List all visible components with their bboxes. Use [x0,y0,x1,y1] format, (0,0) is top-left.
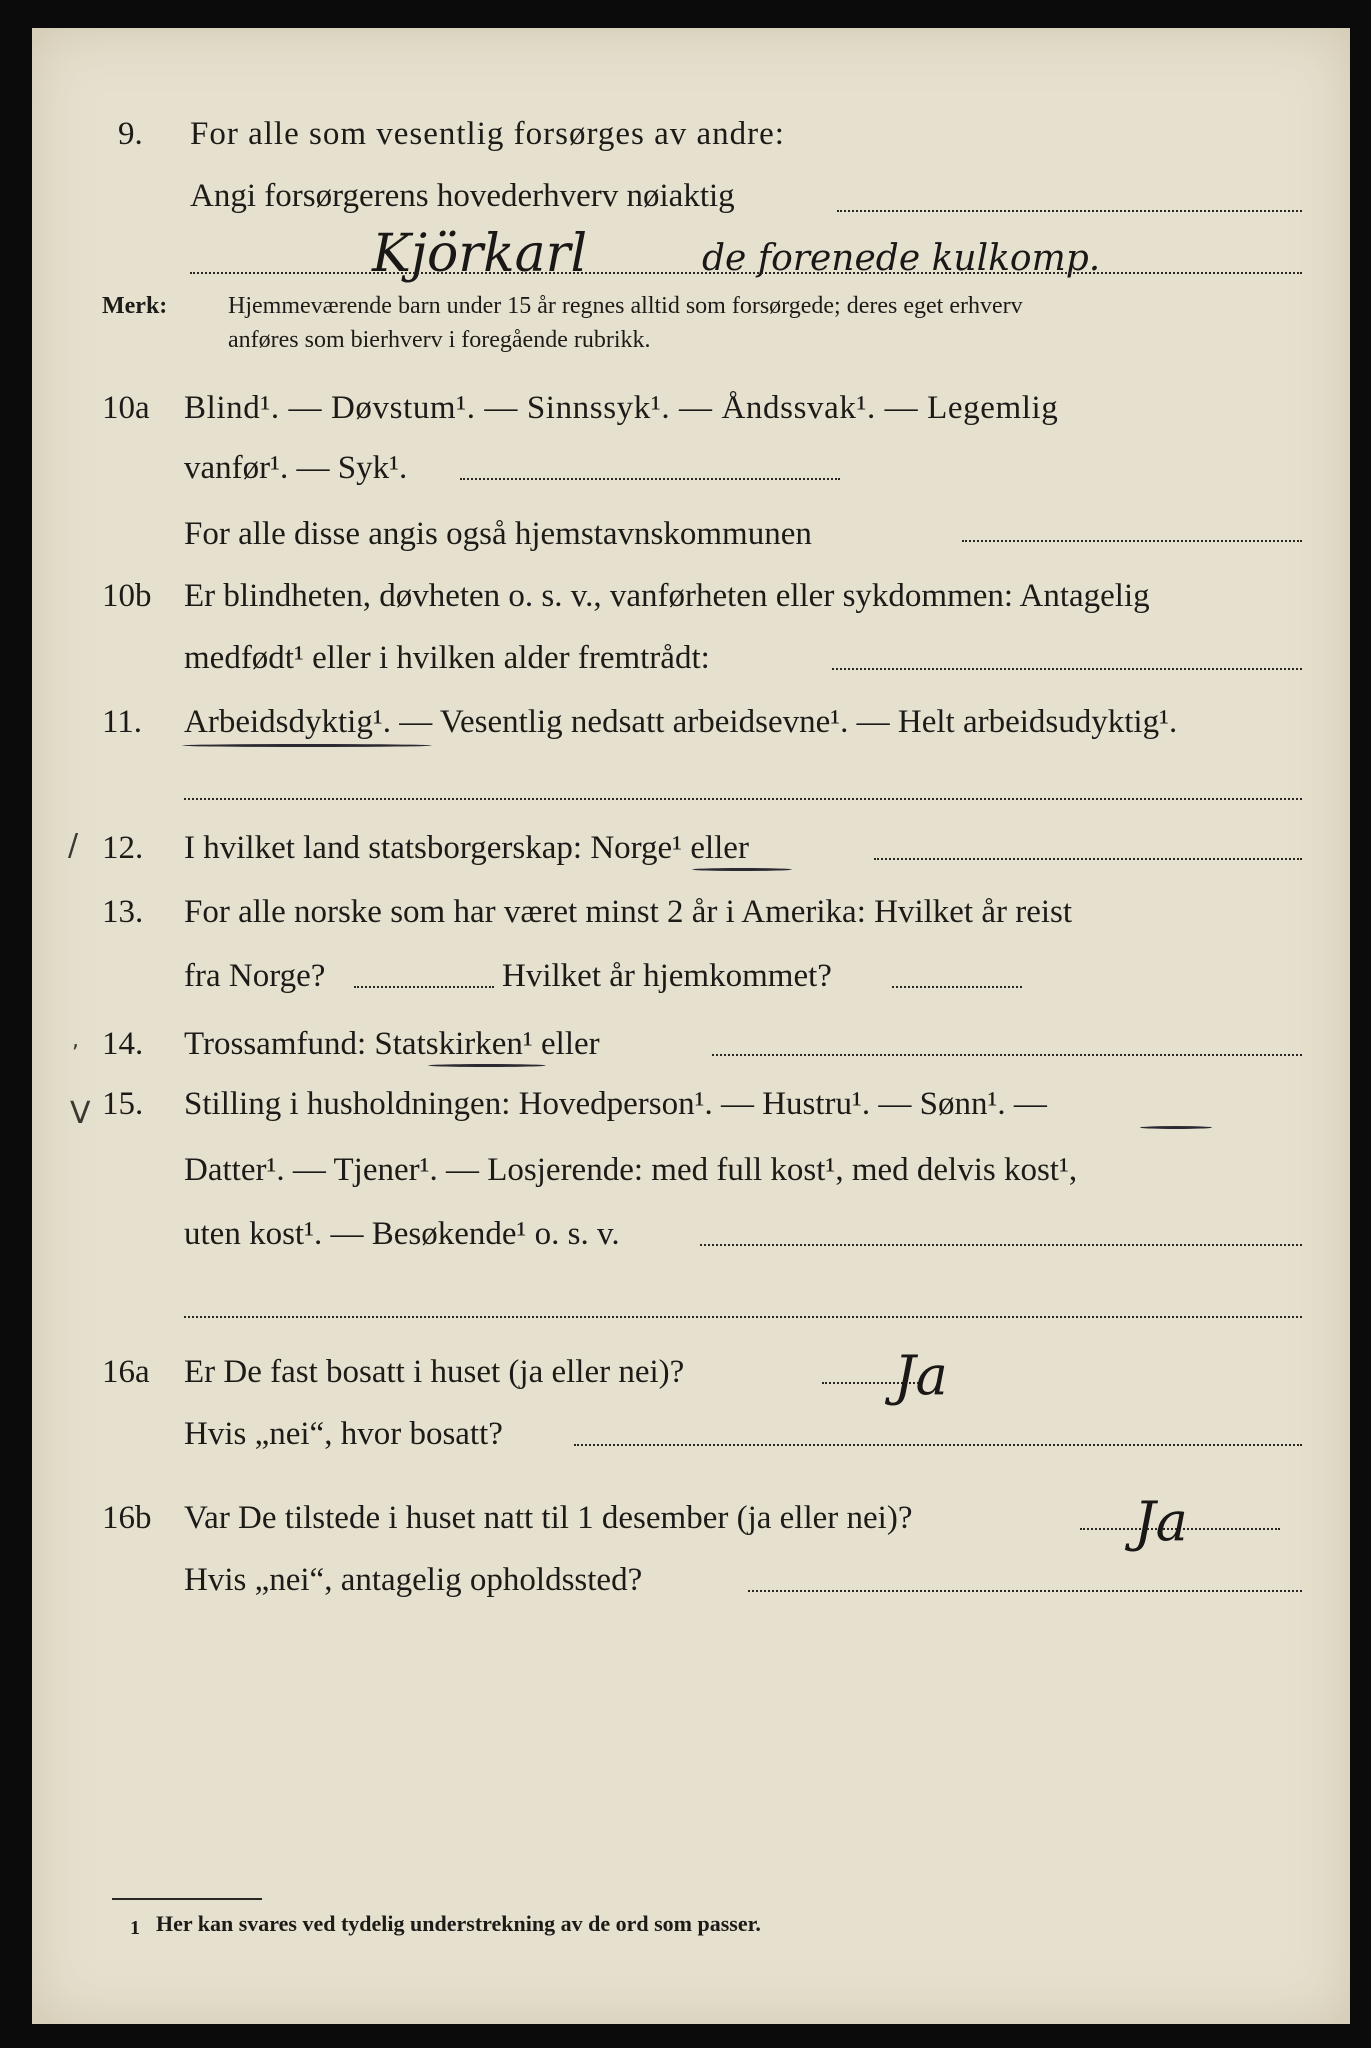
q14-handwritten-underline [428,1064,546,1067]
footnote-text: Her kan svares ved tydelig understrekning av de ord som passer. [156,1911,761,1936]
q13-number: 13. [102,894,144,930]
q10a-line1: Blind¹. — Døvstum¹. — Sinnssyk¹. — Åndssvak¹. — Legemlig [184,390,1059,426]
q14-number: 14. [102,1026,144,1062]
q9-answer-line1 [837,210,1302,212]
q12-check-mark: / [68,828,79,863]
q16b-line2: Hvis „nei“, antagelig opholdssted? [184,1562,643,1598]
q14-line1: Trossamfund: Statskirken¹ eller [184,1026,600,1062]
q10a-line3: For alle disse angis også hjemstavnskommunen [184,516,812,552]
q15-handwritten-underline [1140,1126,1212,1129]
q13-year-left-line [354,986,494,988]
q13-line1: For alle norske som har været minst 2 år i Amerika: Hvilket år reist [184,894,1073,930]
q12-answer-line [874,858,1302,860]
q11-handwritten-underline [182,744,432,747]
merk-line2: anføres som bierhverv i foregående rubrikk. [228,327,651,353]
q9-handwritten-employer: de forenede kulkomp. [702,238,1101,279]
q15-answer-line2 [184,1316,1302,1318]
q15-answer-line1 [700,1244,1302,1246]
q14-answer-line [712,1054,1302,1056]
q12-handwritten-underline [692,868,792,871]
q16b-handwritten-answer: Ja [1134,1490,1188,1553]
q9-line2: Angi forsørgerens hovederhverv nøiaktig [190,178,735,214]
q15-line1: Stilling i husholdningen: Hovedperson¹. — Hustru¹. — Sønn¹. — [184,1086,1047,1122]
q15-check-mark: V [70,1096,91,1131]
q12-line1: I hvilket land statsborgerskap: Norge¹ eller [184,830,749,866]
q15-line2: Datter¹. — Tjener¹. — Losjerende: med full kost¹, med delvis kost¹, [184,1152,1078,1188]
q10a-hjemstavn-line [962,540,1302,542]
q9-number: 9. [118,116,143,152]
q15-number: 15. [102,1086,144,1122]
q16b-number: 16b [102,1500,152,1536]
q9-answer-line2 [190,272,1302,274]
q10b-line1: Er blindheten, døvheten o. s. v., vanførheten eller sykdommen: Antagelig [184,578,1150,614]
q11-answer-line [184,798,1302,800]
q16a-handwritten-answer: Ja [894,1344,948,1407]
footnote-mark: 1 [130,1917,140,1939]
q10a-line2: vanfør¹. — Syk¹. [184,450,408,486]
q15-line3: uten kost¹. — Besøkende¹ o. s. v. [184,1216,620,1252]
q14-check-mark: , [72,1028,79,1053]
q13-line2a: fra Norge? [184,958,326,994]
q16b-line1: Var De tilstede i huset natt til 1 desember (ja eller nei)? [184,1500,913,1536]
q10b-number: 10b [102,578,152,614]
merk-line1: Hjemmeværende barn under 15 år regnes alltid som forsørgede; deres eget erhverv [228,293,1023,319]
census-form-page [32,28,1350,2024]
q10b-line2: medfødt¹ eller i hvilken alder fremtrådt: [184,640,710,676]
q13-line2b: Hvilket år hjemkommet? [502,958,832,994]
merk-label: Merk: [102,293,168,319]
q16a-bosatt-line [574,1444,1302,1446]
q9-line1: For alle som vesentlig forsørges av andre: [190,116,785,152]
q9-handwritten-occupation: Kjörkarl [372,224,588,284]
footnote-rule [112,1898,262,1900]
q10b-answer-line [832,668,1302,670]
q16a-number: 16a [102,1354,150,1390]
q10a-number: 10a [102,390,150,426]
q16a-line1: Er De fast bosatt i huset (ja eller nei)? [184,1354,685,1390]
q16b-opholdssted-line [748,1590,1302,1592]
q12-number: 12. [102,830,144,866]
q16a-line2: Hvis „nei“, hvor bosatt? [184,1416,503,1452]
q11-line1: Arbeidsdyktig¹. — Vesentlig nedsatt arbeidsevne¹. — Helt arbeidsudyktig¹. [184,704,1178,740]
q10a-answer-line [460,478,840,480]
q13-year-returned-line [892,986,1022,988]
q11-number: 11. [102,704,143,740]
